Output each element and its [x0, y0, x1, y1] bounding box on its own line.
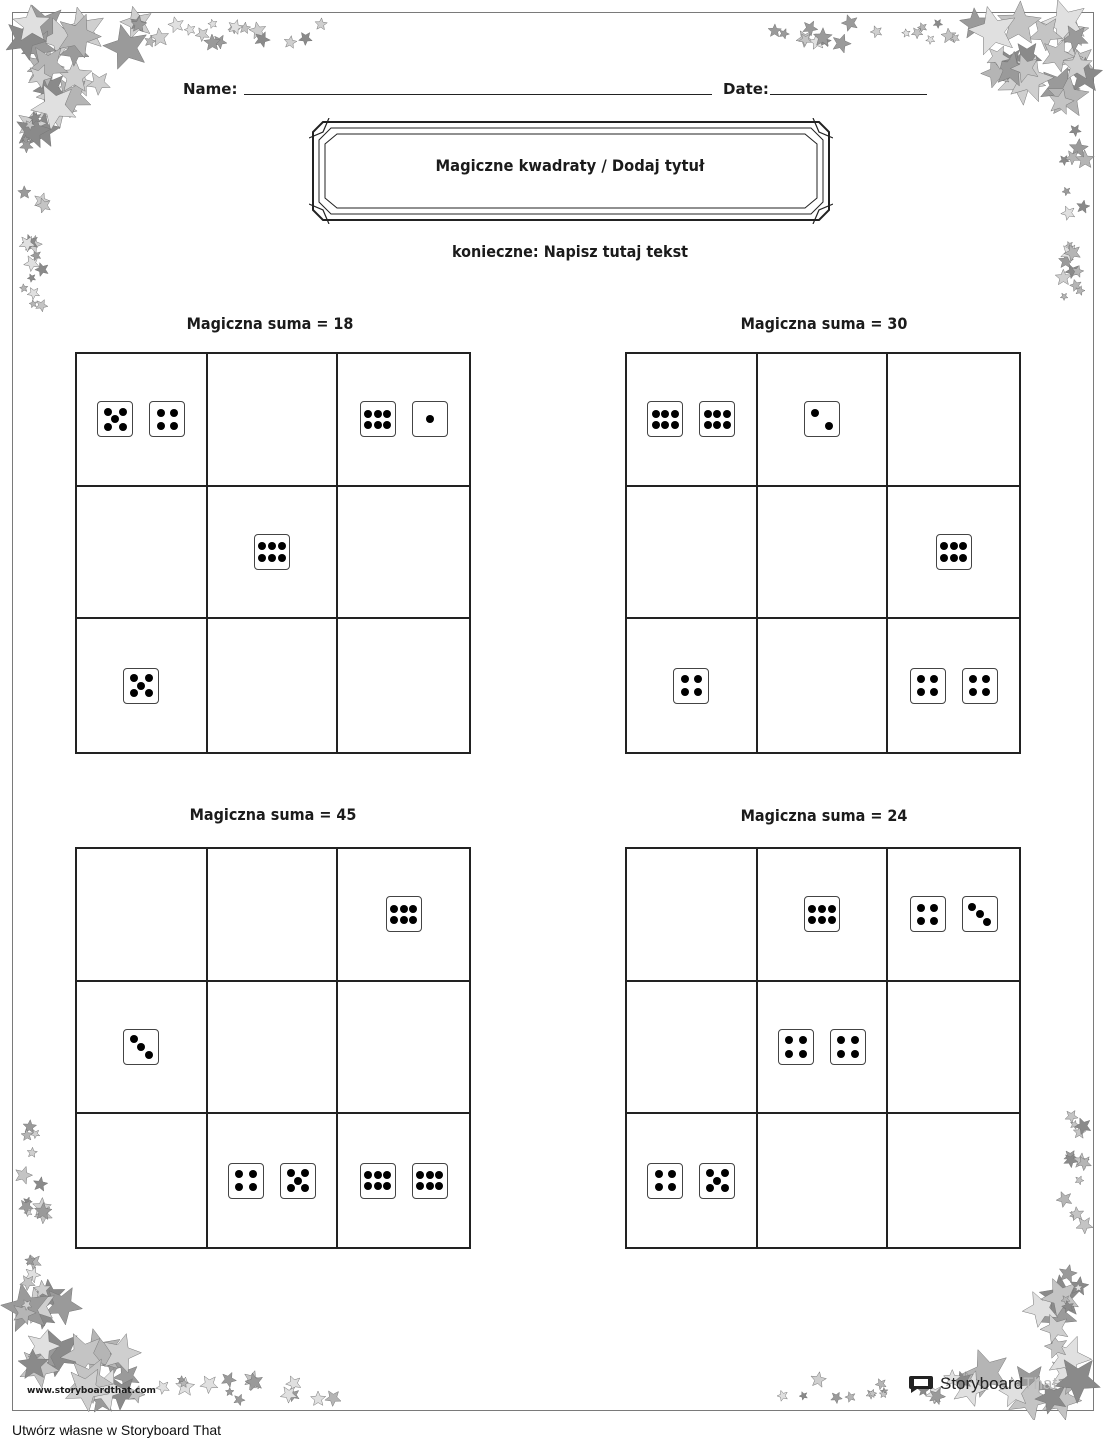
die-pip [721, 1184, 729, 1192]
star-decoration [875, 1379, 886, 1390]
magic-square-cell[interactable] [77, 487, 208, 620]
die-pip [268, 542, 276, 550]
star-decoration [36, 300, 48, 312]
die-6-icon [412, 1163, 448, 1199]
die-pip [364, 1171, 372, 1179]
die-pip [301, 1184, 309, 1192]
die-pip [374, 1171, 382, 1179]
magic-square-1 [75, 352, 471, 754]
die-pip [671, 421, 679, 429]
star-decoration [1077, 200, 1090, 213]
star-decoration [811, 1372, 826, 1387]
die-pip [400, 905, 408, 913]
die-pip [661, 421, 669, 429]
magic-square-cell[interactable] [77, 982, 208, 1115]
speech-bubble-icon [908, 1374, 934, 1394]
create-your-own-caption[interactable]: Utwórz własne w Storyboard That [12, 1422, 222, 1438]
magic-square-cell[interactable] [77, 354, 208, 487]
storyboard-that-logo[interactable] [908, 1374, 1057, 1394]
magic-square-cell[interactable] [77, 1114, 208, 1247]
die-4-icon [149, 401, 185, 437]
star-decoration [1062, 187, 1071, 196]
instructions-text: konieczne: Napisz tutaj tekst [451, 242, 689, 261]
star-decoration [779, 29, 789, 39]
die-pip [713, 410, 721, 418]
magic-square-cell[interactable] [77, 619, 208, 752]
die-pip [983, 918, 991, 926]
die-pip [713, 421, 721, 429]
star-decoration [311, 1391, 326, 1406]
magic-square-cell[interactable] [888, 619, 1019, 752]
die-pip [655, 1170, 663, 1178]
die-6-icon [936, 534, 972, 570]
die-pip [799, 1036, 807, 1044]
die-1-icon [412, 401, 448, 437]
magic-square-3 [75, 847, 471, 1249]
die-pip [170, 422, 178, 430]
die-pip [723, 421, 731, 429]
die-pip [390, 905, 398, 913]
die-4-icon [673, 668, 709, 704]
star-decoration [195, 28, 209, 42]
magic-square-cell[interactable] [208, 487, 339, 620]
star-decoration [1061, 206, 1075, 220]
star-decoration [87, 73, 110, 96]
die-pip [818, 905, 826, 913]
die-5-icon [97, 401, 133, 437]
die-pip [435, 1182, 443, 1190]
star-decoration [1065, 1111, 1078, 1124]
die-pip [917, 917, 925, 925]
magic-square-cell[interactable] [208, 982, 339, 1115]
die-pip [825, 422, 833, 430]
die-pip [668, 1183, 676, 1191]
die-pip [837, 1050, 845, 1058]
magic-square-cell[interactable] [758, 982, 889, 1115]
star-decoration [1056, 1192, 1072, 1208]
die-2-icon [804, 401, 840, 437]
die-pip [145, 1051, 153, 1059]
die-pip [426, 1171, 434, 1179]
star-decoration [27, 288, 39, 300]
die-4-icon [830, 1029, 866, 1065]
magic-square-cell[interactable] [888, 849, 1019, 982]
die-pip [704, 421, 712, 429]
die-pip [828, 905, 836, 913]
die-pip [917, 904, 925, 912]
die-pip [435, 1171, 443, 1179]
die-pip [706, 1184, 714, 1192]
die-pip [808, 905, 816, 913]
die-pip [969, 688, 977, 696]
die-pip [137, 1043, 145, 1051]
die-pip [713, 1177, 721, 1185]
die-pip [950, 554, 958, 562]
magic-square-cell[interactable] [758, 354, 889, 487]
die-pip [235, 1170, 243, 1178]
die-pip [950, 542, 958, 550]
die-pip [799, 1050, 807, 1058]
die-pip [383, 421, 391, 429]
die-pip [917, 688, 925, 696]
magic-square-cell[interactable] [338, 619, 469, 752]
star-decoration [156, 1381, 170, 1395]
die-pip [416, 1182, 424, 1190]
star-decoration [222, 1372, 237, 1387]
die-6-icon [360, 401, 396, 437]
star-decoration [18, 186, 31, 199]
die-pip [278, 542, 286, 550]
die-pip [808, 916, 816, 924]
date-field[interactable] [770, 94, 927, 95]
die-pip [652, 421, 660, 429]
star-decoration [870, 26, 882, 38]
die-pip [930, 917, 938, 925]
die-pip [681, 675, 689, 683]
die-pip [170, 409, 178, 417]
die-pip [235, 1183, 243, 1191]
star-decoration [1075, 1176, 1084, 1185]
die-3-icon [962, 896, 998, 932]
die-pip [130, 689, 138, 697]
die-pip [655, 1183, 663, 1191]
die-pip [287, 1184, 295, 1192]
star-decoration [315, 18, 327, 30]
logo-text-main: Storyboard [940, 1374, 1024, 1393]
star-decoration [225, 1388, 234, 1396]
die-pip [982, 675, 990, 683]
die-6-icon [254, 534, 290, 570]
star-decoration [845, 1392, 855, 1403]
die-pip [969, 675, 977, 683]
name-label: Name: [183, 80, 238, 98]
star-decoration [29, 300, 37, 308]
magic-square-4 [625, 847, 1021, 1249]
star-decoration [150, 28, 169, 46]
magic-sum-label-2: Magiczna suma = 30 [740, 314, 908, 333]
magic-square-cell[interactable] [338, 487, 469, 620]
magic-square-cell[interactable] [208, 354, 339, 487]
star-decoration [27, 1147, 37, 1157]
die-pip [364, 421, 372, 429]
magic-square-cell[interactable] [627, 982, 758, 1115]
die-4-icon [778, 1029, 814, 1065]
magic-square-2 [625, 352, 1021, 754]
magic-square-cell[interactable] [338, 982, 469, 1115]
die-pip [959, 554, 967, 562]
magic-square-cell[interactable] [627, 619, 758, 752]
die-pip [930, 904, 938, 912]
die-pip [940, 554, 948, 562]
die-pip [976, 910, 984, 918]
die-pip [671, 410, 679, 418]
die-pip [157, 422, 165, 430]
die-pip [383, 410, 391, 418]
die-pip [704, 410, 712, 418]
die-4-icon [910, 668, 946, 704]
die-4-icon [910, 896, 946, 932]
magic-sum-label-3: Magiczna suma = 45 [189, 805, 357, 824]
die-pip [851, 1050, 859, 1058]
die-pip [416, 1171, 424, 1179]
die-pip [785, 1036, 793, 1044]
die-pip [287, 1169, 295, 1177]
star-decoration [103, 24, 147, 69]
magic-square-cell[interactable] [888, 1114, 1019, 1247]
die-3-icon [123, 1029, 159, 1065]
die-pip [145, 674, 153, 682]
star-decoration [799, 1392, 807, 1400]
die-pip [930, 675, 938, 683]
star-decoration [200, 1376, 218, 1394]
die-pip [145, 689, 153, 697]
die-pip [409, 905, 417, 913]
die-pip [157, 409, 165, 417]
die-pip [119, 408, 127, 416]
die-4-icon [228, 1163, 264, 1199]
star-decoration [20, 284, 28, 292]
die-pip [694, 688, 702, 696]
magic-square-cell[interactable] [627, 1114, 758, 1247]
die-pip [258, 542, 266, 550]
magic-square-cell[interactable] [338, 849, 469, 982]
star-decoration [16, 1166, 33, 1184]
die-pip [249, 1183, 257, 1191]
magic-square-cell[interactable] [758, 487, 889, 620]
page-title: Magiczne kwadraty / Dodaj tytuł [435, 156, 705, 175]
die-pip [383, 1171, 391, 1179]
star-decoration [34, 1177, 48, 1191]
magic-square-cell[interactable] [888, 487, 1019, 620]
magic-square-cell[interactable] [888, 354, 1019, 487]
die-pip [818, 916, 826, 924]
magic-square-cell[interactable] [77, 849, 208, 982]
die-pip [968, 903, 976, 911]
die-pip [652, 410, 660, 418]
die-pip [940, 542, 948, 550]
magic-square-cell[interactable] [208, 1114, 339, 1247]
die-pip [721, 1169, 729, 1177]
die-pip [374, 421, 382, 429]
name-field[interactable] [244, 94, 712, 95]
die-pip [681, 688, 689, 696]
die-pip [706, 1169, 714, 1177]
die-pip [301, 1169, 309, 1177]
die-pip [828, 916, 836, 924]
die-pip [930, 688, 938, 696]
die-pip [258, 554, 266, 562]
star-decoration [933, 19, 943, 28]
star-decoration [1069, 125, 1081, 137]
die-pip [661, 410, 669, 418]
die-pip [426, 415, 434, 423]
die-pip [851, 1036, 859, 1044]
magic-sum-label-4: Magiczna suma = 24 [740, 806, 908, 825]
die-pip [130, 1035, 138, 1043]
star-decoration [1076, 1218, 1093, 1234]
star-decoration [833, 34, 851, 53]
magic-square-cell[interactable] [758, 849, 889, 982]
star-decoration [902, 29, 910, 37]
magic-square-cell[interactable] [627, 354, 758, 487]
die-4-icon [962, 668, 998, 704]
star-decoration [325, 1391, 341, 1407]
die-pip [374, 410, 382, 418]
star-decoration [168, 17, 183, 33]
magic-square-cell[interactable] [208, 849, 339, 982]
star-decoration [280, 1387, 297, 1403]
die-pip [837, 1036, 845, 1044]
magic-square-cell[interactable] [758, 1114, 889, 1247]
die-pip [400, 916, 408, 924]
die-pip [119, 423, 127, 431]
magic-square-cell[interactable] [758, 619, 889, 752]
star-decoration [284, 36, 297, 49]
die-4-icon [647, 1163, 683, 1199]
magic-sum-label-1: Magiczna suma = 18 [186, 314, 354, 333]
die-pip [426, 1182, 434, 1190]
star-decoration [1070, 1207, 1084, 1221]
date-label: Date: [723, 80, 769, 98]
die-pip [278, 554, 286, 562]
die-pip [249, 1170, 257, 1178]
die-pip [811, 409, 819, 417]
die-pip [668, 1170, 676, 1178]
die-6-icon [386, 896, 422, 932]
die-pip [111, 415, 119, 423]
die-pip [785, 1050, 793, 1058]
star-decoration [234, 1394, 245, 1405]
die-pip [694, 675, 702, 683]
die-pip [130, 674, 138, 682]
star-decoration [27, 274, 35, 282]
die-pip [917, 675, 925, 683]
die-6-icon [804, 896, 840, 932]
die-pip [364, 1182, 372, 1190]
logo-text-light: That [1023, 1374, 1058, 1393]
die-pip [982, 688, 990, 696]
die-pip [383, 1182, 391, 1190]
die-pip [959, 542, 967, 550]
star-decoration [777, 1390, 787, 1401]
magic-square-cell[interactable] [888, 982, 1019, 1115]
die-pip [723, 410, 731, 418]
magic-square-cell[interactable] [627, 487, 758, 620]
die-6-icon [360, 1163, 396, 1199]
star-decoration [1060, 293, 1068, 300]
star-decoration [184, 24, 195, 35]
die-pip [137, 682, 145, 690]
star-decoration [803, 21, 818, 36]
die-pip [294, 1177, 302, 1185]
magic-square-cell[interactable] [338, 1114, 469, 1247]
die-pip [268, 554, 276, 562]
die-pip [364, 410, 372, 418]
die-5-icon [280, 1163, 316, 1199]
die-pip [390, 916, 398, 924]
die-pip [374, 1182, 382, 1190]
die-6-icon [699, 401, 735, 437]
die-5-icon [699, 1163, 735, 1199]
star-decoration [831, 1392, 843, 1403]
magic-square-cell[interactable] [627, 849, 758, 982]
die-pip [104, 423, 112, 431]
star-decoration [299, 33, 313, 46]
star-decoration [768, 24, 781, 37]
star-decoration [208, 19, 217, 28]
die-5-icon [123, 668, 159, 704]
star-decoration [1059, 1265, 1077, 1283]
die-pip [409, 916, 417, 924]
magic-square-cell[interactable] [208, 619, 339, 752]
star-decoration [841, 15, 857, 32]
footer-url[interactable]: www.storyboardthat.com [27, 1386, 156, 1396]
die-6-icon [647, 401, 683, 437]
die-pip [104, 408, 112, 416]
magic-square-cell[interactable] [338, 354, 469, 487]
star-decoration [926, 36, 935, 45]
